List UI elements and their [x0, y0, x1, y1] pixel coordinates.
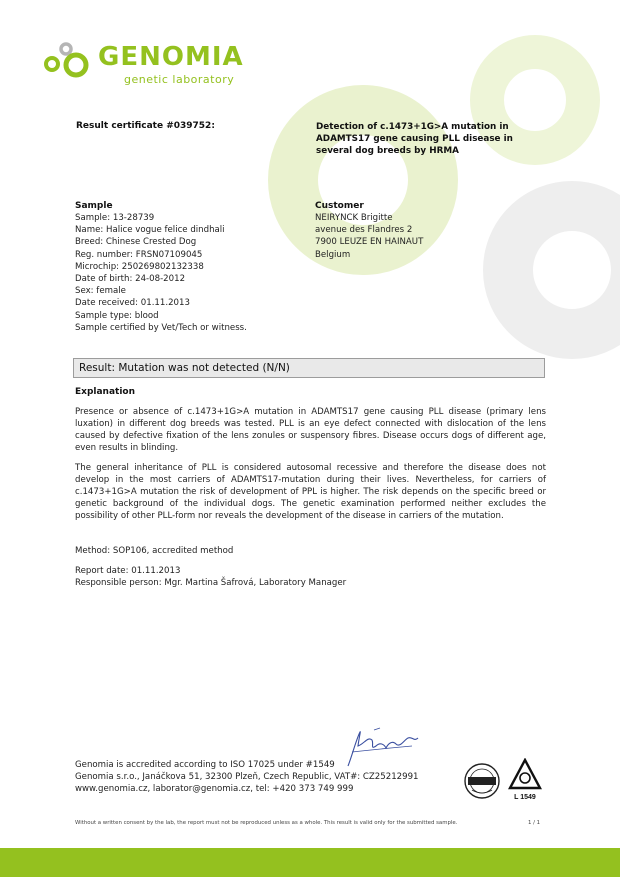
- sample-line: Date of birth: 24-08-2012: [75, 274, 186, 285]
- sample-line: Reg. number: FRSN07109045: [75, 249, 203, 260]
- result-box: [73, 358, 545, 378]
- sample-line: Sample: 13-28739: [75, 213, 155, 223]
- sample-line: Sample type: blood: [75, 310, 159, 321]
- customer-section: [315, 201, 423, 261]
- sample-line: Date received: 01.11.2013: [75, 298, 190, 309]
- customer-line: Belgium: [315, 249, 351, 260]
- method-text: Method: SOP106, accredited method: [75, 546, 234, 556]
- responsible-person: Responsible person: Mgr. Martina Šafrová, Laboratory Manager: [75, 578, 347, 589]
- customer-heading: Customer: [315, 201, 364, 211]
- sample-line: Breed: Chinese Crested Dog: [75, 237, 197, 248]
- genomia-logo-icon: [42, 40, 98, 80]
- sample-heading: Sample: [75, 201, 113, 211]
- stamp-label: L 1549: [514, 794, 536, 801]
- ilac-accreditation-stamp-icon: [462, 762, 502, 800]
- explanation-paragraph-1: Presence or absence of c.1473+1G>A mutation in ADAMTS17 gene causing PLL disease (primary lens luxation) in different dog breeds was tested. PLL is an eye defect connected with dislocation of the lens caused by defective fixation of the lens zonules or suspensory fibres. Disease occurs dogs of different age, even results in blinding.: [75, 407, 546, 453]
- sample-section: [75, 201, 247, 334]
- footer-info: [75, 759, 419, 796]
- customer-line: avenue des Flandres 2: [315, 225, 413, 236]
- cai-triangle-stamp-icon: [508, 758, 542, 802]
- explanation-paragraph-2: The general inheritance of PLL is considered autosomal recessive and therefore the disease does not develop in the most carriers of ADAMTS17-mutation during their lives. Nevertheless, for carriers of c.1473+1G>A mutation the risk of development of PPL is higher. The risk depends on the specific breed or genetic background of the individual dogs. The genetic examination performed neither excludes the possibility of other PLL-form nor reveals the development of the disease in carriers of the mutation.: [75, 463, 546, 521]
- company-address: Genomia s.r.o., Janáčkova 51, 32300 Plzeň, Czech Republic, VAT#: CZ25212991: [75, 772, 419, 783]
- explanation-heading: Explanation: [75, 387, 136, 397]
- contact-info: www.genomia.cz, laborator@genomia.cz, tel: +420 373 749 999: [75, 784, 354, 795]
- page-number: 1 / 1: [528, 820, 541, 826]
- footer-bar: [0, 848, 620, 877]
- test-title: Detection of c.1473+1G>A mutation in ADAMTS17 gene causing PLL disease in several dog breeds by HRMA: [316, 122, 513, 156]
- certificate-number: Result certificate #039752:: [76, 121, 215, 131]
- customer-line: 7900 LEUZE EN HAINAUT: [315, 237, 424, 248]
- logo-tagline: genetic laboratory: [124, 73, 235, 86]
- report-section: [75, 565, 346, 589]
- disclaimer: Without a written consent by the lab, the report must not be reproduced unless as a whole. This result is valid only for the submitted sample.: [75, 820, 458, 826]
- report-date: Report date: 01.11.2013: [75, 566, 181, 576]
- result-text: Result: Mutation was not detected (N/N): [79, 362, 290, 374]
- sample-line: Sex: female: [75, 286, 126, 297]
- decor-ring-gray: [508, 206, 620, 334]
- accreditation-text: Genomia is accredited according to ISO 17025 under #1549: [75, 760, 335, 770]
- sample-line: Microchip: 250269802132338: [75, 261, 204, 272]
- logo-wordmark: GENOMIA: [98, 42, 244, 72]
- sample-line: Name: Halice vogue felice dindhali: [75, 225, 225, 236]
- sample-line: Sample certified by Vet/Tech or witness.: [75, 322, 247, 333]
- customer-line: NEIRYNCK Brigitte: [315, 213, 393, 223]
